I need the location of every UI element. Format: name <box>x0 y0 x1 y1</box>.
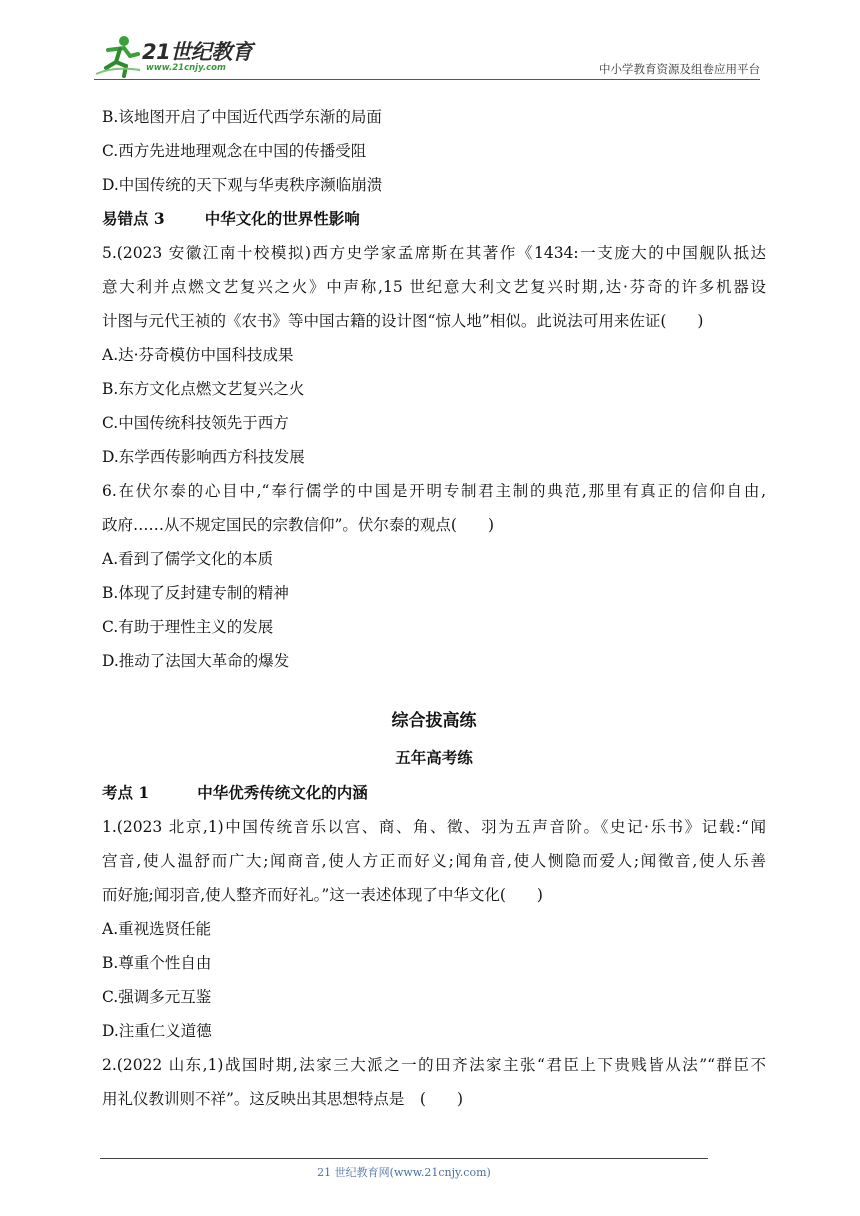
footer-text[interactable]: 21 世纪教育网(www.21cnjy.com) <box>317 1166 491 1179</box>
point-title: 中华文化的世界性影响 <box>204 209 360 228</box>
question-1-line-3: 而好施;闻羽音,使人整齐而好礼。”这一表述体现了中华文化( ) <box>102 886 543 904</box>
question-1-option-a: A.重视选贤任能 <box>102 920 212 938</box>
question-6-option-c: C.有助于理性主义的发展 <box>102 618 274 636</box>
question-1-line-1: 1.(2023 北京,1)中国传统音乐以宫、商、角、徵、羽为五声音阶。《史记·乐书》记载:“闻 <box>102 818 766 836</box>
logo-url: www.21cnjy.com <box>146 63 226 73</box>
question-5-option-a: A.达·芬奇模仿中国科技成果 <box>102 346 294 364</box>
question-5-option-c: C.中国传统科技领先于西方 <box>102 414 289 432</box>
question-1-option-c: C.强调多元互鉴 <box>102 988 212 1006</box>
question-1-line-2: 宫音,使人温舒而广大;闻商音,使人方正而好义;闻角音,使人恻隐而爱人;闻徵音,使人乐善 <box>102 852 766 870</box>
question-6-option-a: A.看到了儒学文化的本质 <box>102 550 274 568</box>
runner-logo-icon <box>94 34 142 78</box>
question-6-option-d: D.推动了法国大革命的爆发 <box>102 652 290 670</box>
section-heading-kp1 <box>102 776 766 810</box>
footer-divider <box>100 1158 708 1159</box>
logo-text: 21世纪教育 <box>142 40 253 64</box>
question-5-line-2: 意大利并点燃文艺复兴之火》中声称,15 世纪意大利文艺复兴时期,达·芬奇的许多机器设 <box>102 278 766 296</box>
header-divider <box>94 79 760 80</box>
question-5-line-1: 5.(2023 安徽江南十校模拟)西方史学家孟席斯在其著作《1434:一支庞大的中国舰队抵达 <box>102 244 766 262</box>
section-heading-point3 <box>102 202 766 236</box>
kp-label: 考点 1 <box>102 783 150 802</box>
question-5-option-d: D.东学西传影响西方科技发展 <box>102 448 305 466</box>
question-6-line-1: 6.在伏尔泰的心目中,“奉行儒学的中国是开明专制君主制的典范,那里有真正的信仰自由, <box>102 482 766 500</box>
point-label: 易错点 3 <box>102 209 165 228</box>
question-6-line-2: 政府……从不规定国民的宗教信仰”。伏尔泰的观点( ) <box>102 516 495 534</box>
question-1-option-d: D.注重仁义道德 <box>102 1022 212 1040</box>
option-d: D.中国传统的天下观与华夷秩序濒临崩溃 <box>102 176 383 194</box>
question-1-option-b: B.尊重个性自由 <box>102 954 212 972</box>
page-header <box>94 34 760 80</box>
question-2-line-1: 2.(2022 山东,1)战国时期,法家三大派之一的田齐法家主张“君臣上下贵贱皆从法”“群臣不 <box>102 1056 766 1074</box>
kp-title: 中华优秀传统文化的内涵 <box>197 783 368 802</box>
document-body <box>102 100 766 1116</box>
site-logo <box>94 34 264 78</box>
sub-title: 五年高考练 <box>395 748 473 767</box>
question-5-option-b: B.东方文化点燃文艺复兴之火 <box>102 380 305 398</box>
header-tagline: 中小学教育资源及组卷应用平台 <box>599 62 760 76</box>
question-5-line-3: 计图与元代王祯的《农书》等中国古籍的设计图“惊人地”相似。此说法可用来佐证( ) <box>102 312 704 330</box>
option-c: C.西方先进地理观念在中国的传播受阻 <box>102 142 367 160</box>
question-6-option-b: B.体现了反封建专制的精神 <box>102 584 289 602</box>
section-title: 综合拔高练 <box>391 711 477 731</box>
question-2-line-2: 用礼仪教训则不祥”。这反映出其思想特点是 ( ) <box>102 1090 464 1108</box>
option-b: B.该地图开启了中国近代西学东渐的局面 <box>102 108 382 126</box>
